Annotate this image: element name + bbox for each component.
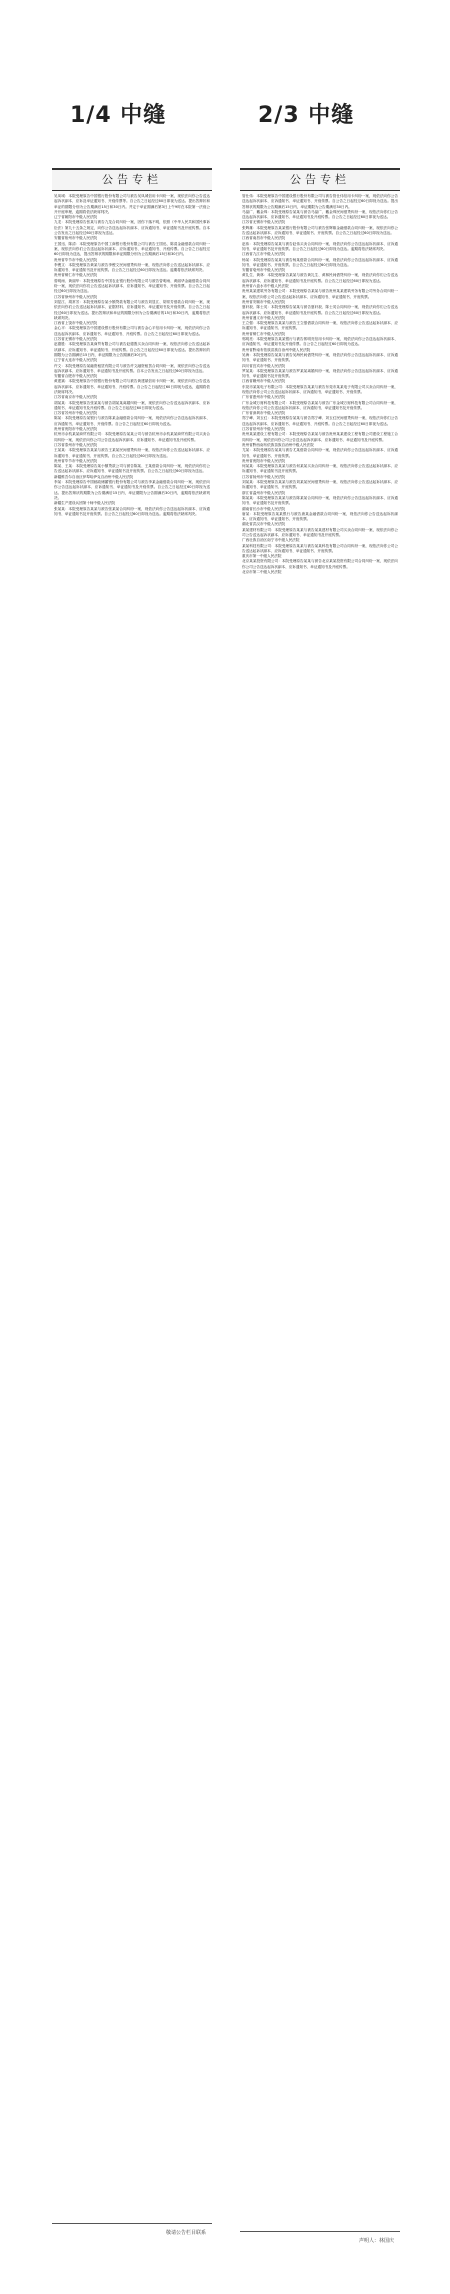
right-column-label: 2/3 中缝 (258, 103, 355, 128)
right-column-body (240, 191, 400, 2227)
left-column-label: 1/4 中缝 (70, 103, 167, 128)
right-column-text: 管仕伟：本院受理原告中国建设银行股份有限公司与被告管仕伟信用卡纠纷一案，现依法向你公告送达起诉状副本、应诉通知书、举证通知书、开庭传票。自公告之日起经过60日即视为送达。提出答辩状的期限为公告期满后15日内，举证期限为公告期满后30日内。 马晶广、戴金珠：本院受理原告某某与被告马晶广、戴金珠民间借贷纠纷一案，现依法向你们公告送达起诉状副本、应诉通知书、举证通知书及开庭传票。自公告之日起经过60日即视为送达。 江苏省无锡市中级人民法院 张辉雄：本院受理原告某某银行股份有限公司与被告张辉雄金融借款合同纠纷一案，现依法向你公告送达起诉状副本、应诉通知书、举证通知书、开庭传票。自公告之日起经过60日即视为送达。 江西省南昌市中级人民法院 赵伟：本院受理原告某某与被告赵伟买卖合同纠纷一案，现依法向你公告送达起诉状副本、应诉通知书、举证通知书及开庭传票。自公告之日起经过60日即视为送达。逾期将依法缺席判决。 江西省九江市中级人民法院 杨某：本院受理原告某某与被告杨某借款合同纠纷一案，现依法向你公告送达起诉状副本、应诉通知书、举证通知书、开庭传票。自公告之日起经过60日即视为送达。 安徽省亳州市中级人民法院 黄礼生、黄林：本院受理原告某某与被告黄礼生、黄林民间借贷纠纷一案，现依法向你们公告送达起诉状副本、应诉通知书、举证通知书及开庭传票。自公告之日起经过60日即视为送达。 贵州省六盘水市中级人民法院 贵州某某建筑劳务有限公司：本院受理原告某某与被告贵州某某建筑劳务有限公司劳务合同纠纷一案，现依法向你公司公告送达起诉状副本、应诉通知书、举证通知书、开庭传票。 贵州省安顺市中级人民法院 夏轩菽、陈士英：本院受理原告某某与被告夏轩菽、陈士英合同纠纷一案，现依法向你们公告送达起诉状副本、应诉通知书、举证通知书及开庭传票。自公告之日起经过60日即视为送达。 贵州省遵义市中级人民法院 王立强：本院受理原告某某与被告王立强借款合同纠纷一案，现依法向你公告送达起诉状副本、应诉通知书、举证通知书、开庭传票。 贵州省铜仁市中级人民法院 郭明亮：本院受理原告某某银行与被告郭明亮信用卡纠纷一案，现依法向你公告送达起诉状副本、应诉通知书、举证通知书及开庭传票。自公告之日起经过60日即视为送达。 贵州省黔南布依族苗族自治州中级人民法院 吴海：本院受理原告某某与被告吴海民间借贷纠纷一案，现依法向你公告送达起诉状副本、应诉通知书、举证通知书、开庭传票。 四川省宜宾市中级人民法院 罗某某：本院受理原告某某与被告罗某某离婚纠纷一案，现依法向你公告送达起诉状副本、应诉通知书、举证通知书及开庭传票。 江西省赣州市中级人民法院 东莞市某某电子有限公司：本院受理原告某某与被告东莞市某某电子有限公司买卖合同纠纷一案，现依法向你公司公告送达起诉状副本、应诉通知书、举证通知书、开庭传票。 广东省惠州市中级人民法院 广东金城万财科技有限公司：本院受理原告某某与被告广东金城万财科技有限公司合同纠纷一案，现依法向你公司公告送达起诉状副本、应诉通知书、举证通知书及开庭传票。 广东省深圳市中级人民法院 郑宁峰、刘玉红：本院受理原告某某与被告郑宁峰、刘玉红民间借贷纠纷一案，现依法向你们公告送达起诉状副本、应诉通知书、举证通知书、开庭传票。自公告之日起经过60日即视为送达。 江苏省常州市中级人民法院 贵州某某建设工程有限公司：本院受理原告某某与被告贵州某某建设工程有限公司建设工程施工合同纠纷一案，现依法向你公司公告送达起诉状副本、应诉通知书、举证通知书及开庭传票。 贵州省黔西南布依族苗族自治州中级人民法院 尤某：本院受理原告某某与被告尤某借款合同纠纷一案，现依法向你公告送达起诉状副本、应诉通知书、举证通知书、开庭传票。 贵州省贵阳市中级人民法院 何某某：本院受理原告某某与被告何某某买卖合同纠纷一案，现依法向你公告送达起诉状副本、应诉通知书、举证通知书及开庭传票。 江苏省扬州市中级人民法院 刘某某：本院受理原告某某与被告刘某某民间借贷纠纷一案，现依法向你公告送达起诉状副本、应诉通知书、举证通知书、开庭传票。 浙江省温州市中级人民法院 陈某某：本院受理原告某某与被告陈某某合同纠纷一案，现依法向你公告送达起诉状副本、应诉通知书、举证通知书及开庭传票。 湖南省长沙市中级人民法院 唐某：本院受理原告某某银行与被告唐某金融借款合同纠纷一案，现依法向你公告送达起诉状副本、应诉通知书、举证通知书、开庭传票。 湖北省武汉市中级人民法院 某某建材有限公司：本院受理原告某某与被告某某建材有限公司买卖合同纠纷一案，现依法向你公司公告送达起诉状副本、应诉通知书、举证通知书及开庭传票。 广西壮族自治区南宁市中级人民法院 某某科技有限公司：本院受理原告某某与被告某某科技有限公司合同纠纷一案，现依法向你公司公告送达起诉状副本、应诉通知书、举证通知书、开庭传票。 重庆市第一中级人民法院 北京某某投资有限公司：本院受理原告某某与被告北京某某投资有限公司合同纠纷一案，现依法向你公司公告送达起诉状副本、应诉通知书、举证通知书及开庭传票。 北京市第二中级人民法院 (242, 194, 398, 575)
left-notice-column (52, 168, 212, 2242)
right-column-title: 公告专栏 (240, 168, 400, 191)
left-column-footer: 敬请公告栏目联系 (52, 2223, 212, 2242)
left-column-title: 公告专栏 (52, 168, 212, 191)
right-notice-column (240, 168, 400, 2250)
left-column-body (52, 191, 212, 2219)
right-column-footer: 声明人：林国庆 (240, 2231, 400, 2250)
left-column-text: 吴凤城：本院受理原告中国银行股份有限公司与被告吴凤城信用卡纠纷一案，现依法向你公告送达起诉状副本、应诉及举证通知书、开庭传票等。自公告之日起经过60日即视为送达。提出答辩状和举证的期限分别为公告期满后15日和30日内。并定于举证期满后第3日上午9时在本院第一法庭公开开庭审理，逾期将依法缺席判决。 辽宁省朝阳市中级人民法院 九龙：本院受理原告张某与被告九龙合同纠纷一案，因你下落不明，依照《中华人民共和国民事诉讼法》第九十五条之规定，向你公告送达起诉状副本、应诉通知书、举证通知书及开庭传票。自本公告发出之日起经过60日即视为送达。 安徽省宿州市中级人民法院 王国迅、陈清：本院受理原告中国工商银行股份有限公司与被告王国迅、陈清金融借款合同纠纷一案，现依法向你们公告送达起诉状副本、应诉通知书、举证通知书、开庭传票。自公告之日起经过60日即视为送达，提出答辩状的期限和举证期限分别为公告期满后15日和30日内。 贵州省毕节市中级人民法院 李俊文：本院受理原告黄某与被告李俊文民间借贷纠纷一案，现依法向你公告送达起诉状副本、应诉通知书、举证通知书及开庭传票。自公告之日起经过60日即视为送达。逾期将依法缺席判决。 贵州省铜仁市中级人民法院 曾明雨、黄丽华：本院受理原告中国农业银行股份有限公司与被告曾明雨、黄丽华金融借款合同纠纷一案，现依法向你们公告送达起诉状副本、应诉通知书、举证通知书、开庭传票。自公告之日起经过60日即视为送达。 江苏省徐州市中级人民法院 刘显江、胡常芳：本院受理原告某小额贷款有限公司与被告刘显江、胡常芳借款合同纠纷一案，现依法向你们公告送达起诉状副本、证据材料、应诉通知书、举证通知书及开庭传票。自公告之日起经过60日即视为送达。提出答辩状和举证的期限分别为公告期满后的15日和30日内，逾期将依法缺席判决。 江西省上饶市中级人民法院 金心平：本院受理原告中国建设银行股份有限公司与被告金心平信用卡纠纷一案，现依法向你公告送达起诉状副本、应诉通知书、举证通知书、开庭传票。自公告之日起经过60日即视为送达。 江苏省无锡市中级人民法院 赵德胜：本院受理原告某商贸有限公司与被告赵德胜买卖合同纠纷一案，现依法向你公告送达起诉状副本、应诉通知书、举证通知书、开庭传票。自公告之日起经过60日即视为送达。提出答辩状的期限为公告期满后15日内，举证期限为公告期满后30日内。 辽宁省大连市中级人民法院 许文：本院受理原告某融资租赁有限公司与被告许文融资租赁合同纠纷一案，现依法向你公告送达起诉状副本、应诉通知书、举证通知书及开庭传票。自本公告发出之日起经过60日即视为送达。 安徽省合肥市中级人民法院 黄建斌：本院受理原告中国银行股份有限公司与被告黄建斌信用卡纠纷一案，现依法向你公告送达起诉状副本、应诉通知书、举证通知书、开庭传票。自公告之日起经过60日即视为送达，逾期将依法缺席判决。 江苏省南京市中级人民法院 胡某某：本院受理原告张某某与被告胡某某离婚纠纷一案，现依法向你公告送达起诉状副本、应诉通知书、举证通知书及开庭传票。自公告之日起经过60日即视为送达。 江苏省苏州市中级人民法院 陈某：本院受理原告某银行与被告陈某金融借款合同纠纷一案，现依法向你公告送达起诉状副本、应诉通知书、举证通知书、开庭传票。自公告之日起经过60日即视为送达。 贵州省贵阳市中级人民法院 杭州市余杭某某商贸有限公司：本院受理原告某某公司与被告杭州市余杭某某商贸有限公司买卖合同纠纷一案，现依法向你公司公告送达起诉状副本、应诉通知书、举证通知书及开庭传票。 江苏省泰州市中级人民法院 王某某：本院受理原告某某与被告王某某民间借贷纠纷一案，现依法向你公告送达起诉状副本、应诉通知书、举证通知书、开庭传票。自公告之日起经过60日即视为送达。 贵州省毕节市中级人民法院 陈某、王某：本院受理原告某小额贷款公司与被告陈某、王某借款合同纠纷一案，现依法向你们公告送达起诉状副本、应诉通知书、举证通知书及开庭传票。自公告之日起经过60日即视为送达。 新疆维吾尔自治区伊犁哈萨克自治州中级人民法院 李某：本院受理原告中国邮政储蓄银行股份有限公司与被告李某金融借款合同纠纷一案，现依法向你公告送达起诉状副本、应诉通知书、举证通知书及开庭传票。自公告之日起经过60日即视为送达。提出答辩状的期限为公告期满后15日内，举证期限为公告期满后30日内，逾期将依法缺席判决。 新疆生产建设兵团第十师中级人民法院 张某某：本院受理原告某某与被告张某某合同纠纷一案，现依法向你公告送达起诉状副本、应诉通知书、举证通知书及开庭传票。自公告之日起经过60日即视为送达。逾期将依法缺席判决。 (54, 194, 210, 516)
